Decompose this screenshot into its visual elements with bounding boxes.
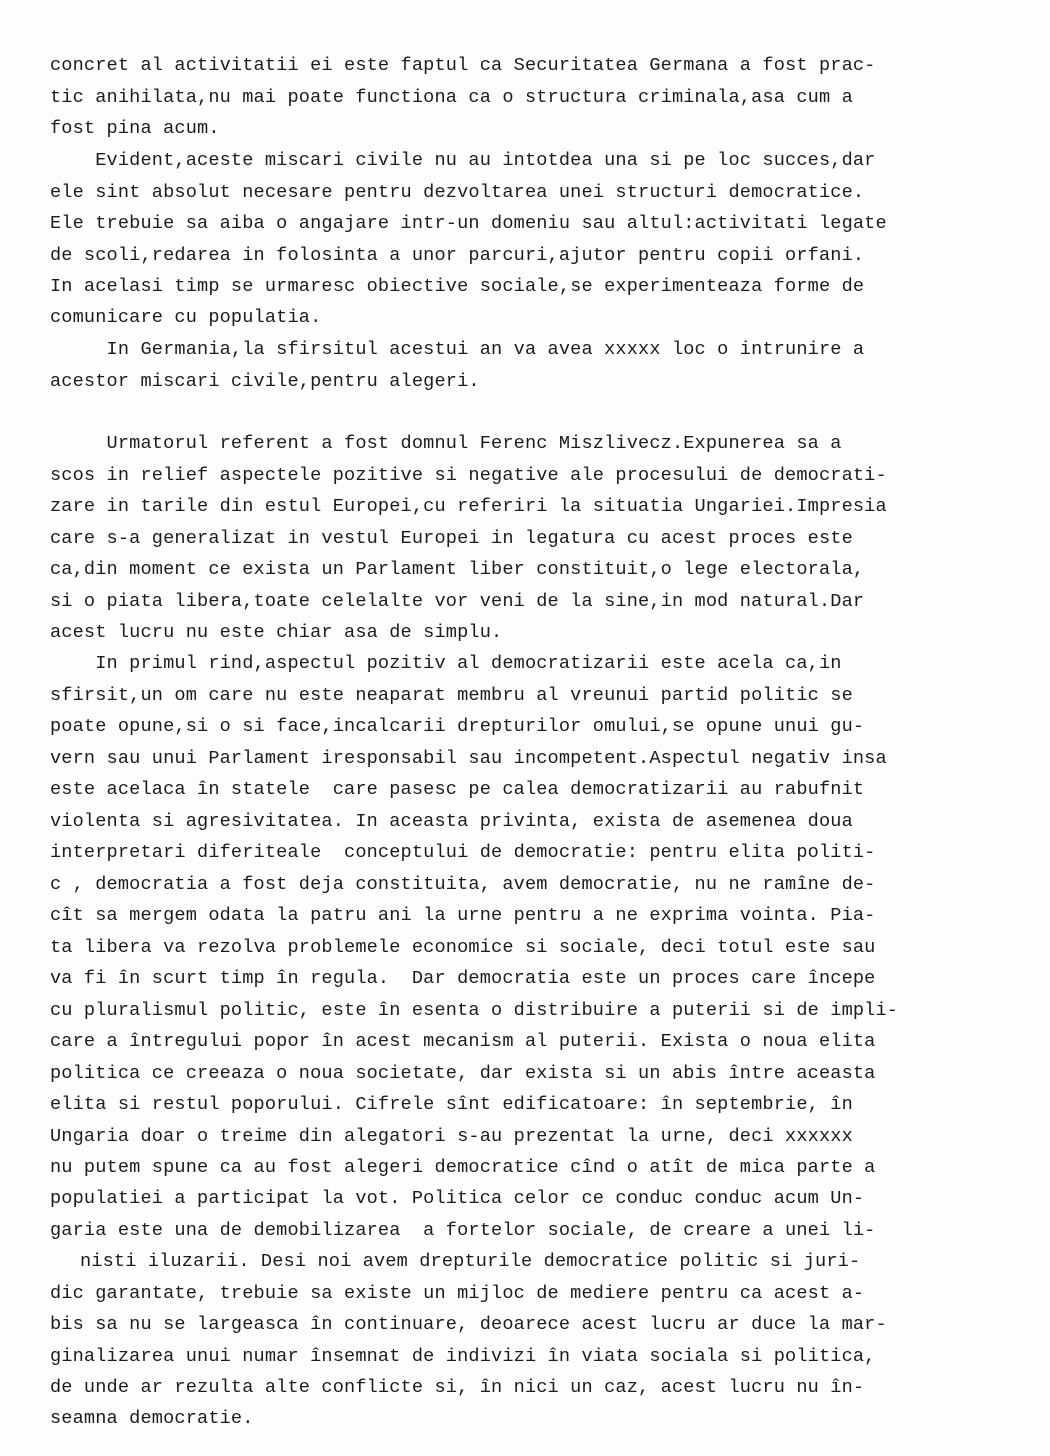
text-line: ele sint absolut necesare pentru dezvoltarea unei structuri democratice. bbox=[50, 182, 865, 203]
text-line: dic garantate, trebuie sa existe un mijloc de mediere pentru ca acest a- bbox=[50, 1283, 865, 1304]
text-line: cît sa mergem odata la patru ani la urne pentru a ne exprima vointa. Pia- bbox=[50, 905, 876, 926]
text-line: ta libera va rezolva problemele economice si sociale, deci totul este sau bbox=[50, 937, 876, 958]
text-line: comunicare cu populatia. bbox=[50, 307, 322, 328]
text-line: ginalizarea unui numar însemnat de indivizi în viata sociala si politica, bbox=[50, 1346, 876, 1367]
text-line: populatiei a participat la vot. Politica celor ce conduc conduc acum Un- bbox=[50, 1188, 865, 1209]
text-line: garia este una de demobilizarea a fortelor sociale, de creare a unei li- bbox=[50, 1220, 876, 1241]
text-line: Evident,aceste miscari civile nu au intotdea una si pe loc succes,dar bbox=[50, 150, 876, 171]
text-line: de unde ar rezulta alte conflicte si, în nici un caz, acest lucru nu în- bbox=[50, 1377, 865, 1398]
text-line: care s-a generalizat in vestul Europei in legatura cu acest proces este bbox=[50, 528, 853, 549]
text-line: ca,din moment ce exista un Parlament liber constituit,o lege electorala, bbox=[50, 559, 865, 580]
text-line: elita si restul poporului. Cifrele sînt edificatoare: în septembrie, în bbox=[50, 1094, 853, 1115]
text-line: zare in tarile din estul Europei,cu referiri la situatia Ungariei.Impresia bbox=[50, 496, 887, 517]
text-line: bis sa nu se largeasca în continuare, deoarece acest lucru ar duce la mar- bbox=[50, 1314, 887, 1335]
text-line: este acelaca în statele care pasesc pe calea democratizarii au rabufnit bbox=[50, 779, 865, 800]
text-line: de scoli,redarea in folosinta a unor parcuri,ajutor pentru copii orfani. bbox=[50, 245, 865, 266]
text-line: interpretari diferiteale conceptului de democratie: pentru elita politi- bbox=[50, 842, 876, 863]
text-line: politica ce creeaza o noua societate, dar exista si un abis între aceasta bbox=[50, 1063, 876, 1084]
text-line: poate opune,si o si face,incalcarii drepturilor omului,se opune unui gu- bbox=[50, 716, 865, 737]
text-line: Ele trebuie sa aiba o angajare intr-un domeniu sau altul:activitati legate bbox=[50, 213, 887, 234]
text-line: In acelasi timp se urmaresc obiective sociale,se experimenteaza forme de bbox=[50, 276, 865, 297]
text-line: c , democratia a fost deja constituita, avem democratie, nu ne ramîne de- bbox=[50, 874, 876, 895]
text-line: In Germania,la sfirsitul acestui an va avea xxxxx loc o intrunire a bbox=[50, 339, 865, 360]
text-line: scos in relief aspectele pozitive si negative ale procesului de democrati- bbox=[50, 465, 887, 486]
text-line: In primul rind,aspectul pozitiv al democratizarii este acela ca,in bbox=[50, 653, 842, 674]
text-line: si o piata libera,toate celelalte vor veni de la sine,in mod natural.Dar bbox=[50, 591, 865, 612]
text-line: nisti iluzarii. Desi noi avem drepturile democratice politic si juri- bbox=[80, 1251, 861, 1272]
text-line: acest lucru nu este chiar asa de simplu. bbox=[50, 622, 503, 643]
text-line: acestor miscari civile,pentru alegeri. bbox=[50, 371, 480, 392]
text-line: concret al activitatii ei este faptul ca Securitatea Germana a fost prac- bbox=[50, 55, 876, 76]
text-line: fost pina acum. bbox=[50, 118, 220, 139]
text-line: seamna democratie. bbox=[50, 1408, 254, 1429]
text-line: sfirsit,un om care nu este neaparat membru al vreunui partid politic se bbox=[50, 685, 853, 706]
text-line: vern sau unui Parlament iresponsabil sau incompetent.Aspectul negativ insa bbox=[50, 748, 887, 769]
text-line: Urmatorul referent a fost domnul Ferenc Miszlivecz.Expunerea sa a bbox=[50, 433, 842, 454]
text-line: violenta si agresivitatea. In aceasta privinta, exista de asemenea doua bbox=[50, 811, 853, 832]
text-line: va fi în scurt timp în regula. Dar democratia este un proces care începe bbox=[50, 968, 876, 989]
text-line: tic anihilata,nu mai poate functiona ca o structura criminala,asa cum a bbox=[50, 87, 853, 108]
text-line: care a întregului popor în acest mecanism al puterii. Exista o noua elita bbox=[50, 1031, 876, 1052]
text-line: nu putem spune ca au fost alegeri democratice cînd o atît de mica parte a bbox=[50, 1157, 876, 1178]
text-line: cu pluralismul politic, este în esenta o distribuire a puterii si de impli- bbox=[50, 1000, 899, 1021]
text-line: Ungaria doar o treime din alegatori s-au prezentat la urne, deci xxxxxx bbox=[50, 1126, 853, 1147]
